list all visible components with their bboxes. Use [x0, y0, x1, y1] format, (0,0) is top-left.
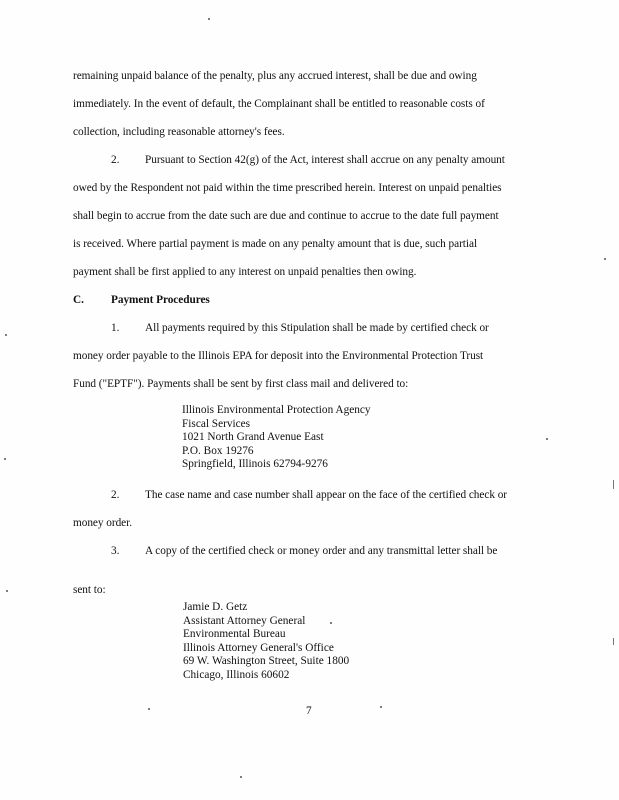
address-line: Fiscal Services	[182, 417, 251, 430]
address-line: Illinois Attorney General's Office	[183, 641, 334, 654]
scan-speck	[6, 590, 8, 592]
paragraph-1-line: immediately. In the event of default, the Complainant shall be entitled to reasonable costs of	[73, 98, 485, 110]
scan-edge-mark	[613, 480, 614, 489]
page-number: 7	[306, 705, 312, 717]
address-line: P.O. Box 19276	[182, 444, 254, 457]
paragraph-c1-line: Fund ("EPTF"). Payments shall be sent by first class mail and delivered to:	[73, 378, 409, 390]
paragraph-c1-line: All payments required by this Stipulation shall be made by certified check or	[145, 322, 489, 334]
address-line: 69 W. Washington Street, Suite 1800	[183, 655, 350, 668]
scan-speck	[546, 438, 548, 440]
paragraph-c1-number: 1.	[111, 322, 120, 334]
section-c-letter: C.	[73, 294, 84, 306]
paragraph-c3-line: A copy of the certified check or money order and any transmittal letter shall be	[145, 545, 498, 557]
scan-speck	[380, 706, 382, 708]
paragraph-1-line: collection, including reasonable attorney's fees.	[73, 126, 285, 138]
paragraph-1-line: remaining unpaid balance of the penalty, plus any accrued interest, shall be due and owing	[73, 70, 477, 82]
paragraph-2-line: owed by the Respondent not paid within the time prescribed herein. Interest on unpaid penalties	[73, 182, 502, 194]
paragraph-2-line: shall begin to accrue from the date such are due and continue to accrue to the date full payment	[73, 210, 499, 222]
scan-speck	[208, 18, 210, 20]
scan-speck	[148, 708, 150, 710]
paragraph-2-line: Pursuant to Section 42(g) of the Act, interest shall accrue on any penalty amount	[145, 154, 505, 166]
address-line: Chicago, Illinois 60602	[183, 668, 290, 681]
address-line: Springfield, Illinois 62794-9276	[182, 458, 328, 471]
scan-speck	[240, 776, 242, 778]
paragraph-c3-number: 3.	[111, 545, 120, 557]
paragraph-2-line: payment shall be first applied to any interest on unpaid penalties then owing.	[73, 266, 417, 278]
paragraph-c2-number: 2.	[111, 489, 120, 501]
paragraph-2-line: is received. Where partial payment is made on any penalty amount that is due, such partial	[73, 238, 478, 250]
scan-speck	[604, 258, 606, 260]
paragraph-2-number: 2.	[111, 154, 120, 166]
scan-speck	[4, 458, 6, 460]
scan-speck	[5, 334, 7, 336]
paragraph-c2-line: The case name and case number shall appear on the face of the certified check or	[145, 489, 508, 501]
address-block-attorney-general	[183, 601, 349, 683]
address-line: 1021 North Grand Avenue East	[182, 431, 324, 444]
address-line: Illinois Environmental Protection Agency	[182, 404, 371, 416]
paragraph-c3-line: sent to:	[73, 584, 106, 596]
scan-edge-mark	[613, 638, 614, 645]
address-block-epa	[182, 404, 371, 472]
address-line: Jamie D. Getz	[183, 601, 248, 613]
address-line: Environmental Bureau	[183, 628, 286, 641]
address-line: Assistant Attorney General	[183, 614, 306, 627]
paragraph-c2-line: money order.	[73, 517, 133, 529]
paragraph-c1-line: money order payable to the Illinois EPA for deposit into the Environmental Protection Trust	[73, 350, 484, 362]
section-c-title: Payment Procedures	[111, 294, 210, 306]
